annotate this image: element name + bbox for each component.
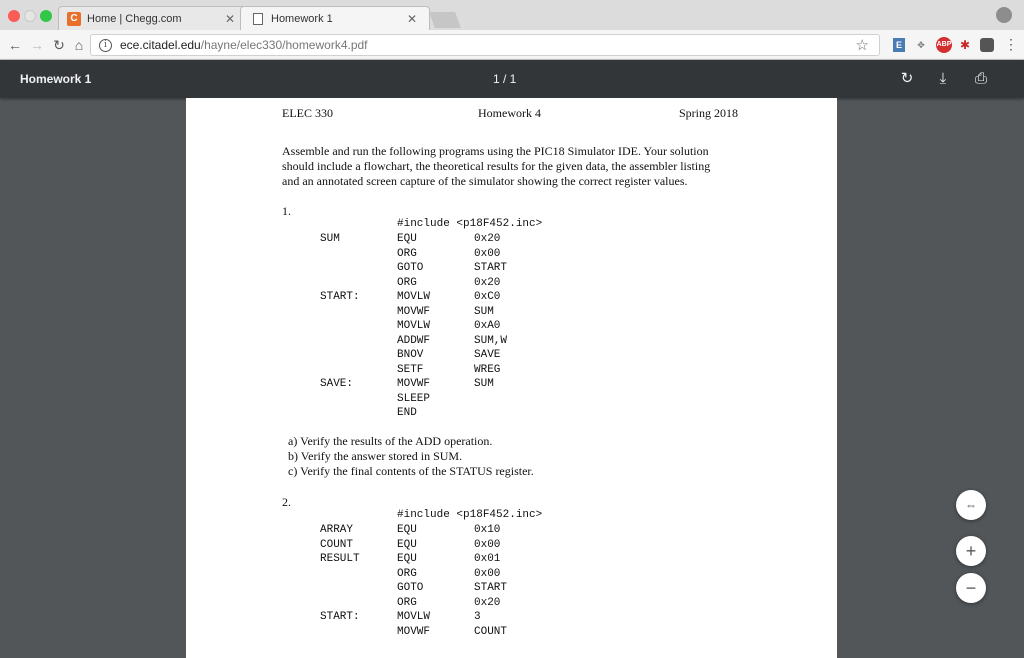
- code-arg: 0x00: [474, 567, 501, 580]
- code-label: SAVE:: [320, 378, 354, 390]
- code-op: END: [397, 407, 417, 419]
- close-icon[interactable]: ✕: [224, 11, 236, 26]
- code-op: GOTO: [397, 582, 424, 594]
- code-arg: SUM: [474, 305, 494, 318]
- question-item: a) Verify the results of the ADD operation.: [288, 434, 493, 448]
- code-arg: 0x20: [474, 276, 501, 289]
- info-icon[interactable]: i: [99, 39, 112, 52]
- reload-icon[interactable]: ↻: [53, 37, 65, 53]
- code-arg: START: [474, 262, 508, 274]
- assignment-title: Homework 4: [478, 106, 541, 120]
- code-arg: 0x01: [474, 553, 501, 565]
- code-arg: 0xC0: [474, 291, 501, 303]
- close-icon[interactable]: ✕: [406, 11, 418, 26]
- code-arg: 0x20: [474, 233, 501, 245]
- code-op: BNOV: [397, 349, 424, 361]
- browser-toolbar: [0, 30, 1024, 60]
- download-icon[interactable]: ⤓: [939, 70, 947, 87]
- url-path: /hayne/elec330/homework4.pdf: [200, 38, 368, 52]
- instructions-line: should include a flowchart, the theoretical results for the given data, the assembler listing: [282, 159, 711, 173]
- instructions-line: Assemble and run the following programs using the PIC18 Simulator IDE. Your solution: [282, 144, 709, 158]
- term-title: Spring 2018: [679, 106, 739, 120]
- code-arg: 0x00: [474, 247, 501, 260]
- code-op: ORG: [397, 567, 417, 580]
- profile-icon[interactable]: [996, 7, 1012, 23]
- code-op: ORG: [397, 247, 417, 260]
- code-op: ORG: [397, 596, 417, 609]
- fit-to-page-button[interactable]: ⇔: [956, 490, 986, 520]
- extension-gamepad-icon[interactable]: [980, 38, 994, 52]
- instructions-line: and an annotated screen capture of the simulator showing the correct register values.: [282, 174, 688, 188]
- code-op: SETF: [397, 363, 424, 376]
- tab-chegg[interactable]: [58, 6, 248, 30]
- code-op: GOTO: [397, 262, 424, 274]
- pdf-title: Homework 1: [20, 72, 92, 86]
- code-arg: 0x20: [474, 596, 501, 609]
- problem-1-include: #include <p18F452.inc>: [397, 218, 543, 230]
- back-arrow-icon[interactable]: ←: [8, 37, 22, 53]
- code-op: EQU: [397, 524, 417, 536]
- code-op: MOVWF: [397, 305, 431, 318]
- adblock-plus-icon[interactable]: ABP: [936, 37, 952, 53]
- code-arg: SUM: [474, 378, 494, 390]
- code-label: SUM: [320, 233, 340, 245]
- question-item: b) Verify the answer stored in SUM.: [288, 449, 463, 463]
- problem-2-number: 2.: [282, 495, 291, 509]
- problem-2-include: #include <p18F452.inc>: [397, 509, 543, 521]
- bookmark-star-icon[interactable]: ☆: [855, 37, 869, 54]
- code-arg: 0xA0: [474, 320, 501, 332]
- code-op: ORG: [397, 276, 417, 289]
- code-label: START:: [320, 291, 360, 303]
- code-arg: SUM,W: [474, 334, 508, 347]
- pdf-toolbar: [0, 60, 1024, 98]
- code-op: MOVLW: [397, 291, 431, 303]
- code-label: RESULT: [320, 553, 360, 565]
- course-title: ELEC 330: [282, 106, 333, 120]
- page-indicator[interactable]: 1 / 1: [493, 72, 517, 86]
- code-arg: 3: [474, 611, 481, 623]
- extension-bug-icon[interactable]: ✱: [959, 38, 971, 52]
- code-op: MOVWF: [397, 625, 431, 638]
- instructions-paragraph: [282, 144, 752, 189]
- tab-label: Homework 1: [271, 12, 333, 25]
- code-op: MOVLW: [397, 320, 431, 332]
- extension-e-icon[interactable]: E: [893, 38, 905, 52]
- window-maximize-button[interactable]: [40, 10, 52, 22]
- document-icon: [253, 13, 263, 25]
- code-op: MOVLW: [397, 611, 431, 623]
- tab-homework[interactable]: [240, 6, 430, 30]
- problem-1-number: 1.: [282, 204, 291, 218]
- code-op: EQU: [397, 538, 417, 551]
- forward-arrow-icon[interactable]: →: [30, 37, 44, 53]
- rotate-icon[interactable]: ↻: [900, 70, 914, 87]
- pdf-page: [186, 98, 837, 658]
- zoom-in-button[interactable]: +: [956, 536, 986, 566]
- code-op: SLEEP: [397, 392, 431, 405]
- code-op: EQU: [397, 553, 417, 565]
- zoom-out-button[interactable]: −: [956, 573, 986, 603]
- code-op: MOVWF: [397, 378, 431, 390]
- new-tab-button[interactable]: [429, 12, 461, 28]
- code-op: ADDWF: [397, 334, 431, 347]
- code-arg: SAVE: [474, 349, 501, 361]
- code-arg: WREG: [474, 363, 501, 376]
- code-label: ARRAY: [320, 524, 354, 536]
- print-icon[interactable]: ⎙: [974, 70, 987, 87]
- browser-menu-icon[interactable]: ⋮: [1004, 36, 1018, 52]
- home-icon[interactable]: ⌂: [74, 37, 84, 53]
- code-arg: START: [474, 582, 508, 594]
- code-arg: COUNT: [474, 625, 508, 638]
- code-arg: 0x00: [474, 538, 501, 551]
- extension-translate-icon[interactable]: ✥: [917, 40, 925, 50]
- code-label: START:: [320, 611, 360, 623]
- code-op: EQU: [397, 233, 417, 245]
- address-bar[interactable]: [90, 34, 880, 56]
- code-arg: 0x10: [474, 524, 501, 536]
- question-item: c) Verify the final contents of the STATUS register.: [288, 464, 534, 478]
- url-host: ece.citadel.edu: [120, 38, 201, 52]
- window-minimize-button[interactable]: [24, 10, 36, 22]
- tab-bar: [0, 0, 1024, 30]
- tab-label: Home | Chegg.com: [87, 12, 182, 25]
- window-close-button[interactable]: [8, 10, 20, 22]
- chegg-favicon-icon: C: [67, 12, 81, 26]
- code-label: COUNT: [320, 538, 354, 551]
